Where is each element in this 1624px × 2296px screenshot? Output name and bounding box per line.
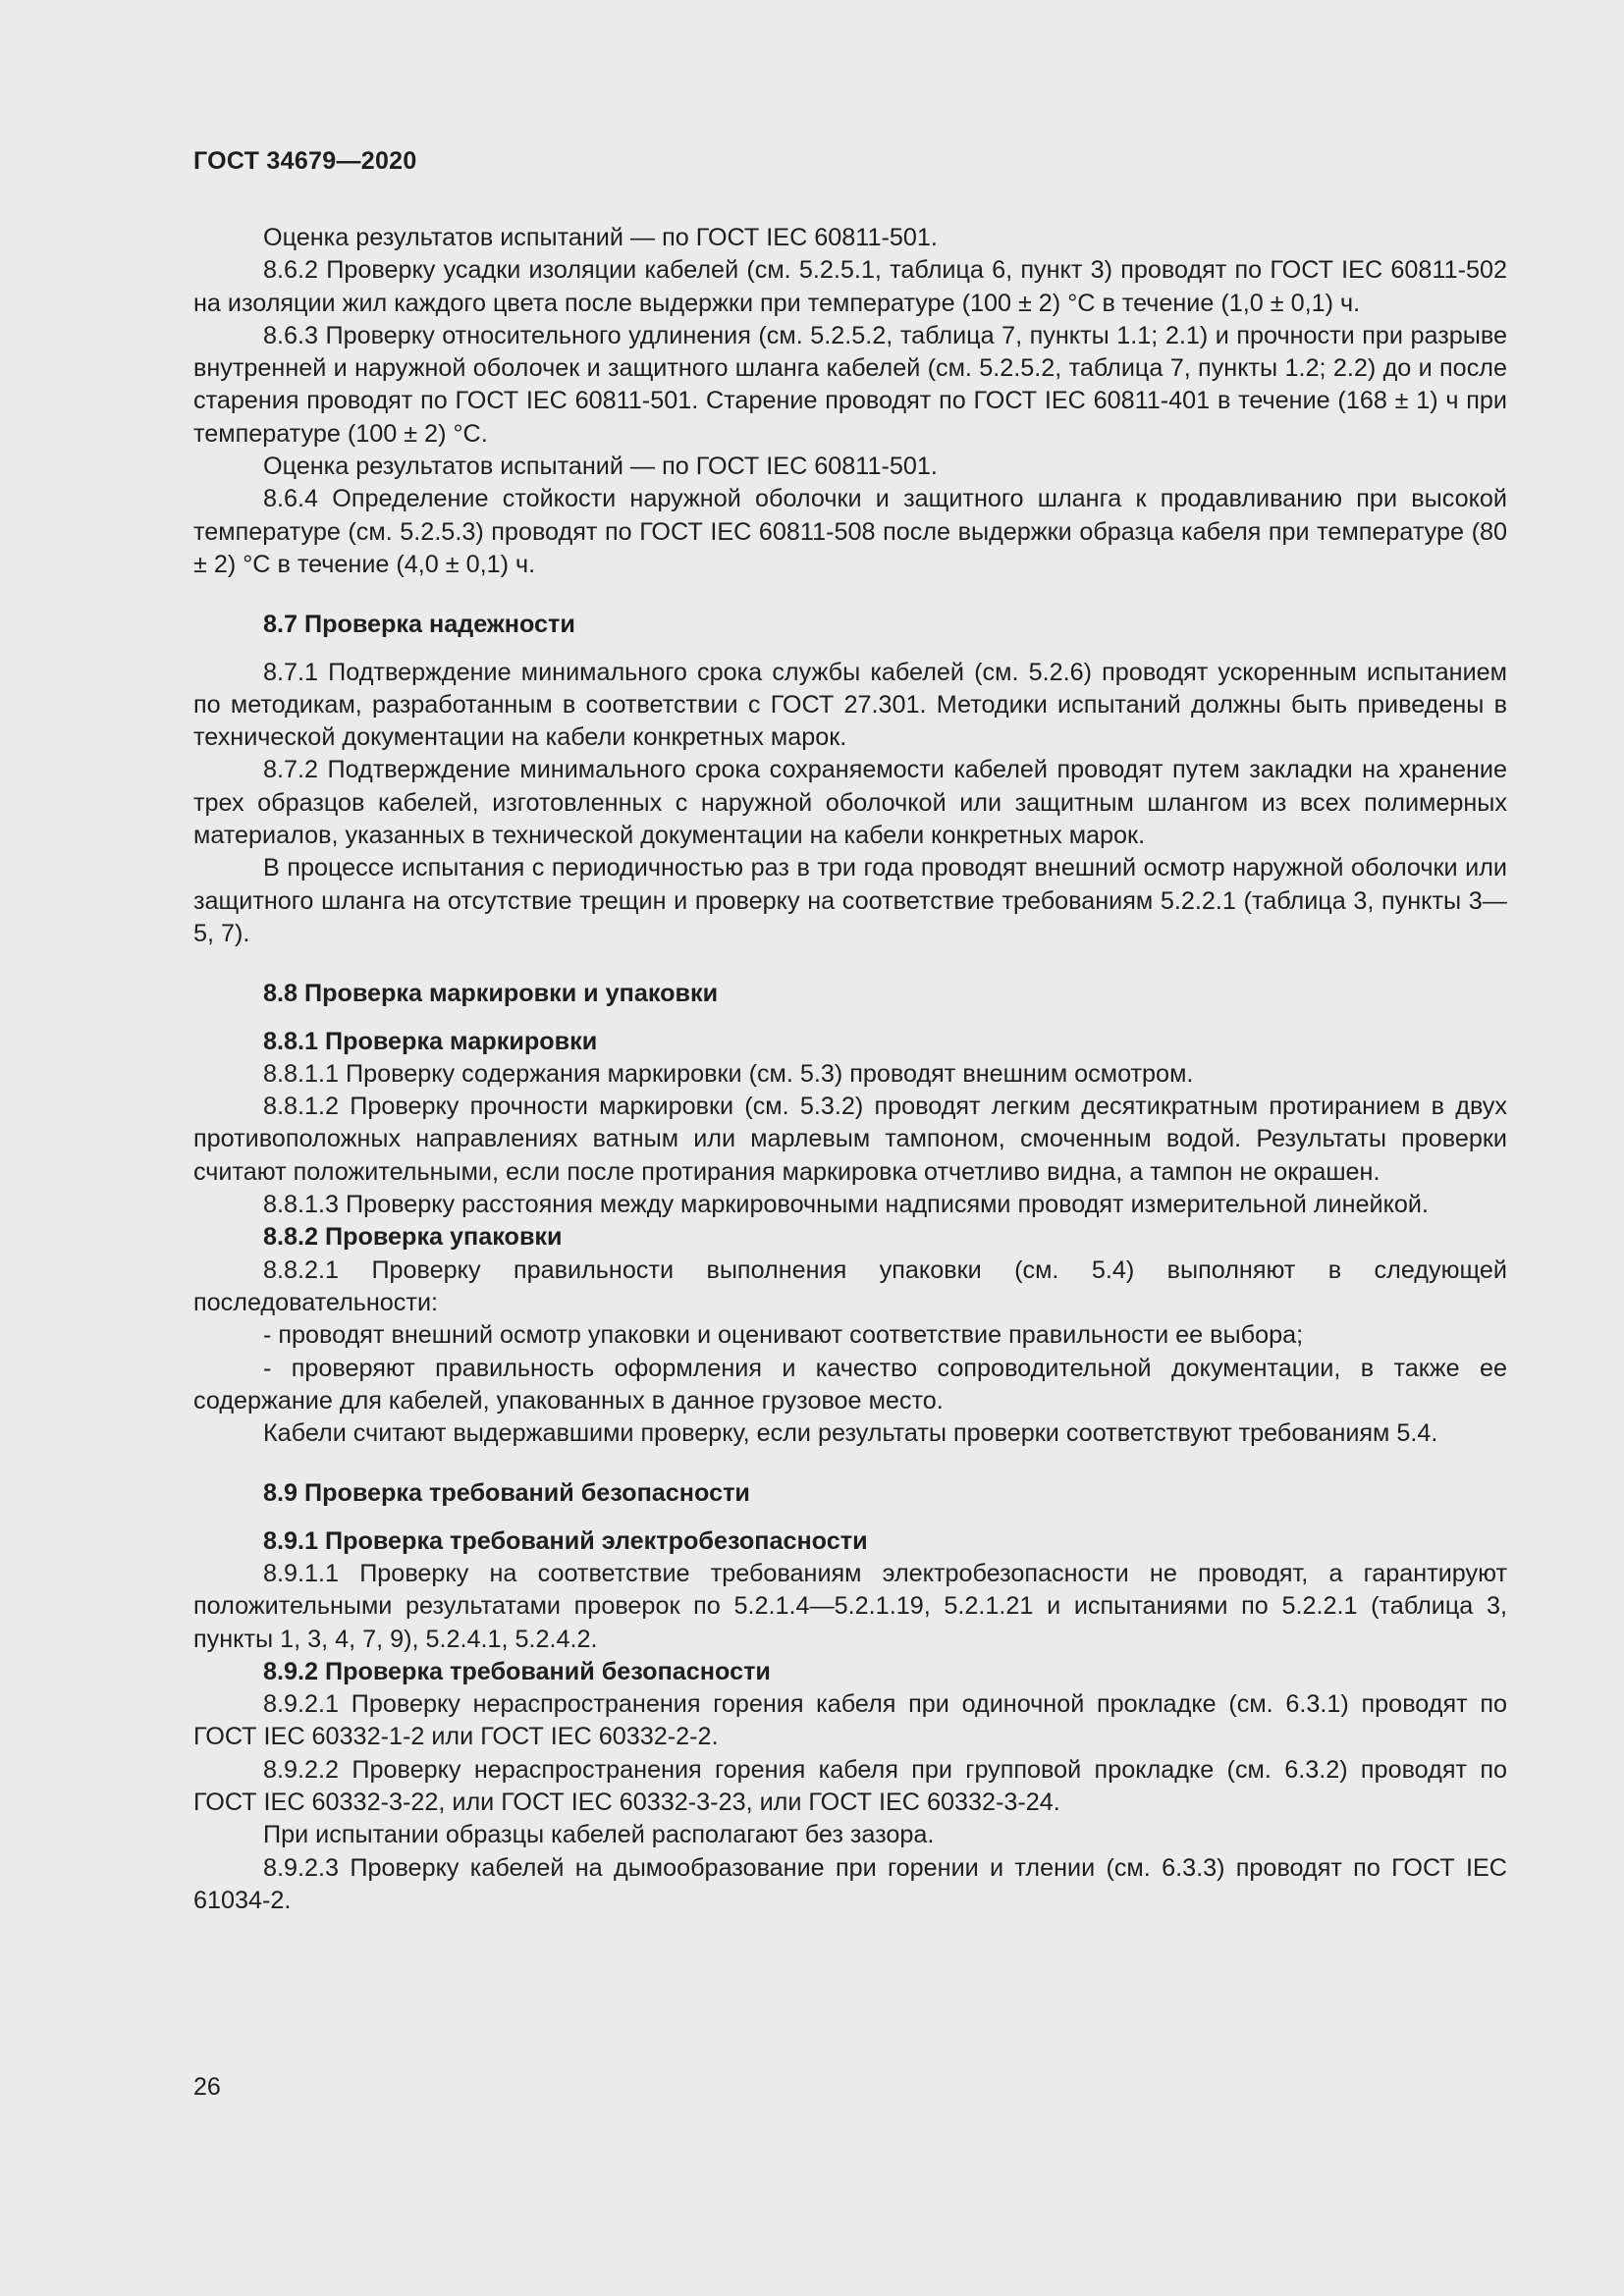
paragraph: 8.9.2.1 Проверку нераспространения горения кабеля при одиночной прокладке (см. 6.3.1) проводят по ГОСТ IEC 60332-1-2 или ГОСТ IEC 60332-2-2. (193, 1690, 1507, 1751)
subsection-heading: 8.9.1 Проверка требований электробезопасности (263, 1526, 868, 1555)
paragraph: 8.9.2.2 Проверку нераспространения горения кабеля при групповой прокладке (см. 6.3.2) проводят по ГОСТ IEC 60332-3-22, или ГОСТ IEC 60332-3-23, или ГОСТ IEC 60332-3-24. (193, 1755, 1507, 1817)
paragraph: 8.6.4 Определение стойкости наружной оболочки и защитного шланга к продавливанию при высокой температуре (см. 5.2.5.3) проводят по ГОСТ IEC 60811-508 после выдержки образца кабеля при температуре (80 ± 2) °С в течение (4,0 ± 0,1) ч. (193, 485, 1507, 578)
paragraph: 8.8.1.2 Проверку прочности маркировки (см. 5.3.2) проводят легким десятикратным протиранием в двух противоположных направлениях ватным или марлевым тампоном, смоченным водой. Результаты проверки считают положительными, если после протирания маркировка отчетливо видна, а тампон не окрашен. (193, 1093, 1507, 1186)
paragraph: В процессе испытания с периодичностью раз в три года проводят внешний осмотр наружной оболочки или защитного шланга на отсутствие трещин и проверку на соответствие требованиям 5.2.2.1 (таблица 3, пункты 3—5, 7). (193, 854, 1507, 947)
paragraph: 8.6.3 Проверку относительного удлинения (см. 5.2.5.2, таблица 7, пункты 1.1; 2.1) и прочности при разрыве внутренней и наружной оболочек и защитного шланга кабелей (см. 5.2.5.2, таблица 7, пункты 1.2; 2.2) до и после старения проводят по ГОСТ IEC 60811-501. Старение проводят по ГОСТ IEC 60811-401 в течение (168 ± 1) ч при температуре (100 ± 2) °С. (193, 321, 1507, 448)
page-number: 26 (193, 2073, 221, 2101)
subsection-heading: 8.8.1 Проверка маркировки (263, 1027, 598, 1055)
paragraph: 8.8.1.3 Проверку расстояния между маркировочными надписями проводят измерительной линейкой. (263, 1191, 1429, 1219)
paragraph: 8.7.2 Подтверждение минимального срока сохраняемости кабелей проводят путем закладки на хранение трех образцов кабелей, изготовленных с наружной оболочкой или защитным шлангом из всех полимерных материалов, указанных в технической документации на кабели конкретных марок. (193, 756, 1507, 850)
document-body (193, 222, 1507, 1917)
paragraph: 8.7.1 Подтверждение минимального срока службы кабелей (см. 5.2.6) проводят ускоренным испытанием по методикам, разработанным в соответствии с ГОСТ 27.301. Методики испытаний должны быть приведены в технической документации на кабели конкретных марок. (193, 658, 1507, 752)
paragraph: При испытании образцы кабелей располагают без зазора. (263, 1821, 935, 1849)
paragraph: 8.9.1.1 Проверку на соответствие требованиям электробезопасности не проводят, а гарантируют положительными результатами проверок по 5.2.1.4—5.2.1.19, 5.2.1.21 и испытаниями по 5.2.2.1 (таблица 3, пункты 1, 3, 4, 7, 9), 5.2.4.1, 5.2.4.2. (193, 1559, 1507, 1653)
paragraph: Кабели считают выдержавшими проверку, если результаты проверки соответствуют требованиям 5.4. (263, 1419, 1438, 1448)
paragraph: Оценка результатов испытаний — по ГОСТ IEC 60811-501. (263, 224, 938, 251)
paragraph: Оценка результатов испытаний — по ГОСТ IEC 60811-501. (263, 453, 938, 481)
subsection-heading: 8.9.2 Проверка требований безопасности (263, 1657, 771, 1685)
paragraph: 8.9.2.3 Проверку кабелей на дымообразование при горении и тлении (см. 6.3.3) проводят по ГОСТ IEC 61034-2. (193, 1853, 1507, 1914)
subsection-heading: 8.8.2 Проверка упаковки (263, 1223, 563, 1252)
paragraph: 8.8.1.1 Проверку содержания маркировки (см. 5.3) проводят внешним осмотром. (263, 1059, 1194, 1088)
section-heading: 8.8 Проверка маркировки и упаковки (263, 980, 719, 1008)
paragraph: 8.6.2 Проверку усадки изоляции кабелей (см. 5.2.5.1, таблица 6, пункт 3) проводят по ГОСТ IEC 60811-502 на изоляции жил каждого цвета после выдержки при температуре (100 ± 2) °С в течение (1,0 ± 0,1) ч. (193, 256, 1507, 317)
list-item: - проверяют правильность оформления и качество сопроводительной документации, в также ее содержание для кабелей, упакованных в данное грузовое место. (193, 1354, 1507, 1415)
document-header: ГОСТ 34679—2020 (193, 147, 417, 175)
paragraph: 8.8.2.1 Проверку правильности выполнения упаковки (см. 5.4) выполняют в следующей последовательности: (193, 1255, 1507, 1316)
list-item: - проводят внешний осмотр упаковки и оценивают соответствие правильности ее выбора; (263, 1321, 1304, 1350)
section-heading: 8.7 Проверка надежности (263, 611, 575, 639)
section-heading: 8.9 Проверка требований безопасности (263, 1479, 750, 1508)
